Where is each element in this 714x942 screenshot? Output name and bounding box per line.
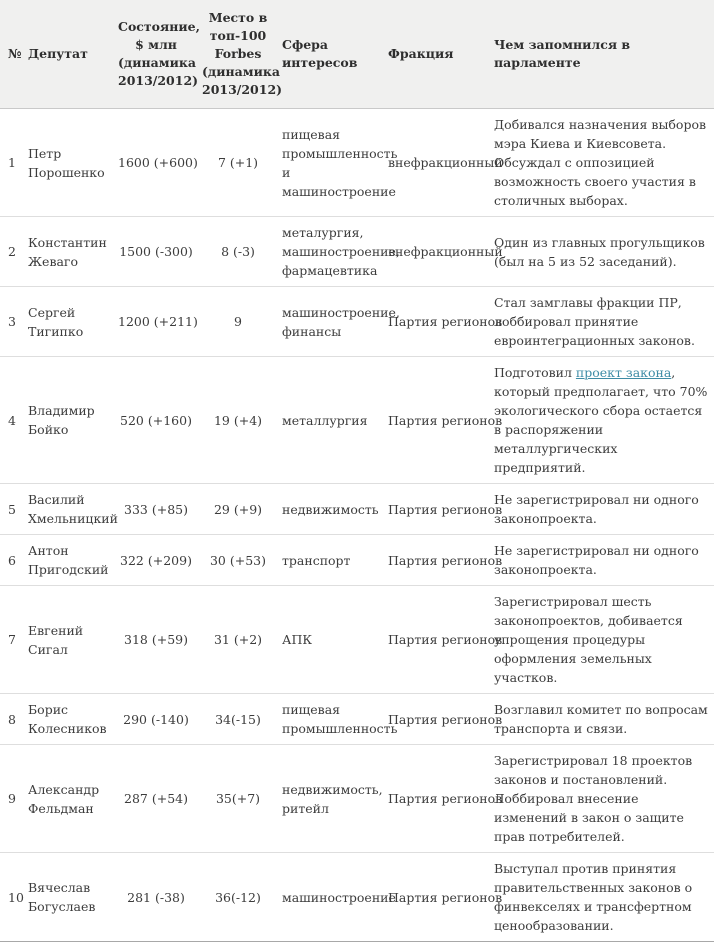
table-row	[0, 586, 714, 694]
note-cell: Добивался назначения выборов мэра Киева и Киевсовета. Обсуждал с оппозицией возможность своего участия в столичных выборах.	[488, 109, 714, 217]
note-text: Подготовил	[494, 365, 576, 380]
note-cell: Зарегистрировал 18 проектов законов и постановлений. Лоббировал внесение изменений в закон о защите прав потребителей.	[488, 745, 714, 853]
deputy-cell: Борис Колесников	[28, 694, 118, 745]
note-cell: Зарегистрировал шесть законопроектов, добивается упрощения процедуры оформления земельных участков.	[488, 586, 714, 694]
deputy-cell: Вячеслав Богуслаев	[28, 853, 118, 942]
header-deputy: Депутат	[28, 0, 118, 109]
faction-cell: Партия регионов	[384, 535, 488, 586]
note-cell: Один из главных прогульщиков (был на 5 из 52 заседаний).	[488, 217, 714, 287]
rank-cell: 29 (+9)	[202, 484, 282, 535]
sphere-cell: пищевая промышленность и машиностроение	[282, 109, 384, 217]
sphere-cell: машиностроение	[282, 853, 384, 942]
faction-cell: Партия регионов	[384, 287, 488, 357]
deputy-cell: Александр Фельдман	[28, 745, 118, 853]
deputy-cell: Василий Хмельницкий	[28, 484, 118, 535]
rank-cell: 7 (+1)	[202, 109, 282, 217]
num-cell: 5	[0, 484, 28, 535]
sphere-cell: недвижимость, ритейл	[282, 745, 384, 853]
note-cell: Не зарегистрировал ни одного законопроекта.	[488, 535, 714, 586]
note-cell: Не зарегистрировал ни одного законопроекта.	[488, 484, 714, 535]
law-draft-link[interactable]: проект закона	[575, 365, 672, 380]
sphere-cell: недвижимость	[282, 484, 384, 535]
rank-cell: 31 (+2)	[202, 586, 282, 694]
header-num: №	[0, 0, 28, 109]
num-cell: 2	[0, 217, 28, 287]
rank-cell: 8 (-3)	[202, 217, 282, 287]
wealth-cell: 318 (+59)	[118, 586, 202, 694]
num-cell: 10	[0, 853, 28, 942]
table-row	[0, 535, 714, 586]
deputy-cell: Владимир Бойко	[28, 357, 118, 484]
header-rank: Место в топ-100 Forbes (динамика 2013/2012)	[202, 0, 282, 109]
wealth-cell: 1600 (+600)	[118, 109, 202, 217]
wealth-cell: 281 (-38)	[118, 853, 202, 942]
deputy-cell: Евгений Сигал	[28, 586, 118, 694]
table-row	[0, 109, 714, 217]
table-row	[0, 694, 714, 745]
sphere-cell: пищевая промышленность	[282, 694, 384, 745]
rank-cell: 9	[202, 287, 282, 357]
wealth-cell: 1200 (+211)	[118, 287, 202, 357]
deputy-cell: Петр Порошенко	[28, 109, 118, 217]
num-cell: 7	[0, 586, 28, 694]
note-cell: Стал замглавы фракции ПР, лоббировал принятие евроинтеграционных законов.	[488, 287, 714, 357]
header-wealth: Состояние, $ млн (динамика 2013/2012)	[118, 0, 202, 109]
num-cell: 8	[0, 694, 28, 745]
faction-cell: внефракционный	[384, 109, 488, 217]
rank-cell: 36(-12)	[202, 853, 282, 942]
faction-cell: Партия регионов	[384, 357, 488, 484]
table-row	[0, 357, 714, 484]
sphere-cell: машиностроение, финансы	[282, 287, 384, 357]
header-faction: Фракция	[384, 0, 488, 109]
header-sphere: Сфера интересов	[282, 0, 384, 109]
sphere-cell: металлургия	[282, 357, 384, 484]
note-cell	[488, 357, 714, 484]
rank-cell: 35(+7)	[202, 745, 282, 853]
faction-cell: Партия регионов	[384, 484, 488, 535]
header-row	[0, 0, 714, 109]
rank-cell: 30 (+53)	[202, 535, 282, 586]
faction-cell: Партия регионов	[384, 745, 488, 853]
rank-cell: 34(-15)	[202, 694, 282, 745]
wealth-cell: 520 (+160)	[118, 357, 202, 484]
wealth-cell: 333 (+85)	[118, 484, 202, 535]
wealth-cell: 1500 (-300)	[118, 217, 202, 287]
header-note: Чем запомнился в парламенте	[488, 0, 714, 109]
wealth-cell: 290 (-140)	[118, 694, 202, 745]
num-cell: 6	[0, 535, 28, 586]
faction-cell: Партия регионов	[384, 853, 488, 942]
num-cell: 9	[0, 745, 28, 853]
wealth-cell: 287 (+54)	[118, 745, 202, 853]
deputy-cell: Константин Жеваго	[28, 217, 118, 287]
sphere-cell: АПК	[282, 586, 384, 694]
sphere-cell: транспорт	[282, 535, 384, 586]
note-cell: Выступал против принятия правительственных законов о финвекселях и трансфертном ценообразовании.	[488, 853, 714, 942]
table-row	[0, 745, 714, 853]
rank-cell: 19 (+4)	[202, 357, 282, 484]
note-text: , который предполагает, что 70% экологического сбора остается в распоряжении металлургических предприятий.	[494, 365, 708, 475]
wealth-cell: 322 (+209)	[118, 535, 202, 586]
deputy-cell: Антон Пригодский	[28, 535, 118, 586]
faction-cell: Партия регионов	[384, 586, 488, 694]
deputy-cell: Сергей Тигипко	[28, 287, 118, 357]
note-cell: Возглавил комитет по вопросам транспорта и связи.	[488, 694, 714, 745]
table-row	[0, 287, 714, 357]
table-row	[0, 853, 714, 942]
num-cell: 3	[0, 287, 28, 357]
num-cell: 1	[0, 109, 28, 217]
sphere-cell: металургия, машиностроение, фармацевтика	[282, 217, 384, 287]
faction-cell: внефракционный	[384, 217, 488, 287]
num-cell: 4	[0, 357, 28, 484]
faction-cell: Партия регионов	[384, 694, 488, 745]
table-row	[0, 217, 714, 287]
table-row	[0, 484, 714, 535]
